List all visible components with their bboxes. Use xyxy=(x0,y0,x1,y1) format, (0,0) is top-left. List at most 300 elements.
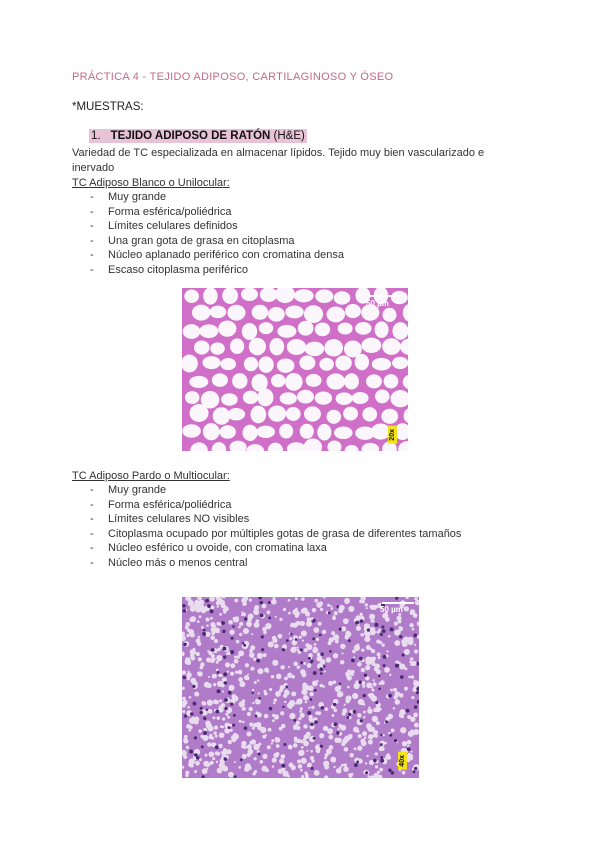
lipid-droplet xyxy=(333,634,339,640)
lipid-droplet xyxy=(195,607,201,613)
cell-nucleus xyxy=(211,648,215,652)
lipid-droplet xyxy=(185,625,189,629)
lipid-droplet xyxy=(188,762,193,767)
lipid-droplet xyxy=(194,717,200,723)
cell-nucleus xyxy=(348,639,351,642)
lipid-droplet xyxy=(267,745,271,749)
lipid-droplet xyxy=(347,686,350,689)
lipid-droplet xyxy=(398,627,403,632)
lipid-droplet xyxy=(195,761,200,766)
lipid-droplet xyxy=(212,716,215,719)
lipid-droplet xyxy=(212,674,217,679)
cell-nucleus xyxy=(381,625,384,628)
cell-nucleus xyxy=(400,675,404,679)
cell-nucleus xyxy=(382,629,386,633)
lipid-droplet xyxy=(308,715,312,719)
lipid-droplet xyxy=(266,670,269,673)
lipid-droplet xyxy=(340,660,344,664)
lipid-droplet xyxy=(324,707,328,711)
lipid-droplet xyxy=(216,655,222,661)
cell-nucleus xyxy=(307,711,311,715)
lipid-droplet xyxy=(317,653,321,657)
lipid-droplet xyxy=(222,717,225,720)
cell-nucleus xyxy=(259,601,263,605)
list-item: - Una gran gota de grasa en citoplasma xyxy=(72,234,344,249)
lipid-droplet xyxy=(213,700,218,705)
lipid-droplet xyxy=(371,687,373,689)
lipid-droplet xyxy=(376,605,379,608)
adipocyte-vacuole xyxy=(203,423,220,440)
lipid-droplet xyxy=(320,684,324,688)
white-adipose-micrograph xyxy=(182,288,408,451)
lipid-droplet xyxy=(394,622,398,626)
brown-adipose-list xyxy=(72,483,461,571)
lipid-droplet xyxy=(293,743,298,748)
lipid-droplet xyxy=(188,729,191,732)
adipocyte-vacuole xyxy=(230,338,244,354)
lipid-droplet xyxy=(244,746,247,749)
lipid-droplet xyxy=(310,756,314,760)
adipocyte-vacuole xyxy=(306,374,322,387)
lipid-droplet xyxy=(399,693,403,697)
white-adipose-list xyxy=(72,190,344,278)
lipid-droplet xyxy=(361,668,365,672)
lipid-droplet xyxy=(244,767,249,772)
cell-nucleus xyxy=(244,617,247,620)
adipocyte-vacuole xyxy=(189,404,208,422)
lipid-droplet xyxy=(214,639,218,643)
lipid-droplet xyxy=(291,691,296,696)
lipid-droplet xyxy=(279,688,283,692)
lipid-droplet xyxy=(407,753,413,759)
lipid-droplet xyxy=(207,742,211,746)
lipid-droplet xyxy=(219,613,222,616)
lipid-droplet xyxy=(404,606,409,611)
lipid-droplet xyxy=(239,720,242,723)
adipocyte-vacuole xyxy=(384,374,399,388)
cell-nucleus xyxy=(232,724,235,727)
lipid-droplet xyxy=(300,707,303,710)
lipid-droplet xyxy=(413,680,415,682)
adipocyte-vacuole xyxy=(344,373,359,389)
adipocyte-vacuole xyxy=(304,406,321,421)
lipid-droplet xyxy=(333,653,338,658)
lipid-droplet xyxy=(198,729,202,733)
lipid-droplet xyxy=(219,732,225,738)
cell-nucleus xyxy=(380,743,383,746)
cell-nucleus xyxy=(194,753,198,757)
cell-nucleus xyxy=(290,633,292,635)
lipid-droplet xyxy=(228,740,233,745)
section-number: 1. xyxy=(91,130,101,142)
lipid-droplet xyxy=(190,649,196,655)
cell-nucleus xyxy=(224,757,227,760)
adipocyte-vacuole xyxy=(372,358,391,371)
lipid-droplet xyxy=(217,631,219,633)
cell-nucleus xyxy=(380,633,383,636)
lipid-droplet xyxy=(371,649,375,653)
lipid-droplet xyxy=(218,674,221,677)
cell-nucleus xyxy=(308,657,311,660)
lipid-droplet xyxy=(227,716,230,719)
adipocyte-vacuole xyxy=(355,354,369,370)
lipid-droplet xyxy=(186,672,191,677)
adipocyte-vacuole xyxy=(249,338,266,355)
lipid-droplet xyxy=(250,667,254,671)
lipid-droplet xyxy=(379,746,384,751)
cell-nucleus xyxy=(207,604,211,608)
lipid-droplet xyxy=(375,765,378,768)
lipid-droplet xyxy=(269,688,272,691)
lipid-droplet xyxy=(351,773,354,776)
lipid-droplet xyxy=(291,767,294,770)
list-item: - Escaso citoplasma periférico xyxy=(72,263,344,278)
lipid-droplet xyxy=(295,702,297,704)
lipid-droplet xyxy=(369,614,375,620)
cell-nucleus xyxy=(293,719,296,722)
cell-nucleus xyxy=(407,747,411,751)
cell-nucleus xyxy=(356,760,359,763)
adipocyte-vacuole xyxy=(286,407,301,421)
lipid-droplet xyxy=(410,612,413,615)
samples-heading: *MUESTRAS: xyxy=(72,101,144,113)
lipid-droplet xyxy=(334,738,339,743)
lipid-droplet xyxy=(413,713,418,718)
lipid-droplet xyxy=(358,699,364,705)
cell-nucleus xyxy=(375,701,378,704)
lipid-droplet xyxy=(404,667,407,670)
cell-nucleus xyxy=(222,647,226,651)
lipid-droplet xyxy=(271,743,273,745)
lipid-droplet xyxy=(201,626,204,629)
lipid-droplet xyxy=(404,649,409,654)
lipid-droplet xyxy=(227,671,229,673)
cell-nucleus xyxy=(378,675,381,678)
lipid-droplet xyxy=(365,659,371,665)
lipid-droplet xyxy=(253,757,256,760)
list-item: - Límites celulares NO visibles xyxy=(72,512,461,527)
lipid-droplet xyxy=(200,666,204,670)
lipid-droplet xyxy=(207,700,213,706)
lipid-droplet xyxy=(274,644,279,649)
lipid-droplet xyxy=(206,768,208,770)
adipocyte-vacuole xyxy=(210,306,227,319)
cell-nucleus xyxy=(339,683,341,685)
lipid-droplet xyxy=(289,637,292,640)
cell-nucleus xyxy=(311,767,314,770)
lipid-droplet xyxy=(298,717,301,720)
lipid-droplet xyxy=(301,597,304,600)
lipid-droplet xyxy=(236,655,240,659)
lipid-droplet xyxy=(367,708,373,714)
lipid-droplet xyxy=(379,768,383,772)
lipid-droplet xyxy=(271,599,277,605)
cell-nucleus xyxy=(320,672,323,675)
cell-nucleus xyxy=(230,703,233,706)
cell-nucleus xyxy=(244,726,248,730)
adipocyte-vacuole xyxy=(222,288,238,304)
cell-nucleus xyxy=(260,614,264,618)
cell-nucleus xyxy=(401,653,404,656)
lipid-droplet xyxy=(272,758,277,763)
lipid-droplet xyxy=(275,737,280,742)
lipid-droplet xyxy=(307,663,312,668)
lipid-droplet xyxy=(371,656,375,660)
lipid-droplet xyxy=(278,634,283,639)
cell-nucleus xyxy=(193,702,197,706)
lipid-droplet xyxy=(190,632,195,637)
adipocyte-vacuole xyxy=(203,288,217,305)
lipid-droplet xyxy=(283,608,286,611)
lipid-droplet xyxy=(258,743,261,746)
lipid-droplet xyxy=(297,665,301,669)
adipocyte-vacuole xyxy=(391,291,408,304)
lipid-droplet xyxy=(409,623,414,628)
lipid-droplet xyxy=(301,630,307,636)
lipid-droplet xyxy=(261,766,267,772)
adipocyte-vacuole xyxy=(279,424,293,439)
brown-adipose-heading: TC Adiposo Pardo o Multiocular: xyxy=(72,470,230,482)
cell-nucleus xyxy=(351,659,355,663)
lipid-droplet xyxy=(408,731,414,737)
lipid-droplet xyxy=(374,667,379,672)
lipid-droplet xyxy=(353,727,359,733)
lipid-droplet xyxy=(230,672,234,676)
adipocyte-vacuole xyxy=(326,373,345,389)
scale-bar-label: 50 µm xyxy=(380,605,403,614)
lipid-droplet xyxy=(292,647,296,651)
lipid-droplet xyxy=(379,682,382,685)
lipid-droplet xyxy=(372,682,376,686)
lipid-droplet xyxy=(229,629,234,634)
cell-nucleus xyxy=(336,605,339,608)
cell-nucleus xyxy=(359,657,363,661)
lipid-droplet xyxy=(353,656,355,658)
lipid-droplet xyxy=(385,742,387,744)
cell-nucleus xyxy=(383,655,387,659)
lipid-droplet xyxy=(194,770,197,773)
lipid-droplet xyxy=(220,725,223,728)
lipid-droplet xyxy=(337,728,339,730)
lipid-droplet xyxy=(198,636,201,639)
lipid-droplet xyxy=(345,699,350,704)
cell-nucleus xyxy=(390,627,394,631)
lipid-droplet xyxy=(206,763,210,767)
lipid-droplet xyxy=(186,634,189,637)
lipid-droplet xyxy=(377,630,380,633)
section-name: TEJIDO ADIPOSO DE RATÓN xyxy=(110,130,271,142)
lipid-droplet xyxy=(249,598,252,601)
adipocyte-vacuole xyxy=(258,356,273,372)
lipid-droplet xyxy=(247,712,251,716)
adipocyte-vacuole xyxy=(294,289,314,302)
lipid-droplet xyxy=(411,675,415,679)
lipid-droplet xyxy=(341,626,346,631)
adipocyte-vacuole xyxy=(392,322,408,340)
adipocyte-vacuole xyxy=(219,425,236,438)
lipid-droplet xyxy=(299,636,302,639)
list-item: - Forma esférica/poliédrica xyxy=(72,205,344,220)
adipocyte-vacuole xyxy=(220,358,236,370)
lipid-droplet xyxy=(299,711,301,713)
cell-nucleus xyxy=(233,714,236,717)
lipid-droplet xyxy=(268,728,272,732)
cell-nucleus xyxy=(261,635,264,638)
lipid-droplet xyxy=(196,652,200,656)
lipid-droplet xyxy=(343,618,349,624)
cell-nucleus xyxy=(282,648,285,651)
lipid-droplet xyxy=(276,744,280,748)
lipid-droplet xyxy=(306,750,308,752)
lipid-droplet xyxy=(412,689,415,692)
adipocyte-vacuole xyxy=(243,391,258,404)
lipid-droplet xyxy=(377,671,380,674)
lipid-droplet xyxy=(408,639,414,645)
adipocyte-vacuole xyxy=(315,391,332,404)
lipid-droplet xyxy=(373,708,377,712)
adipocyte-vacuole xyxy=(375,321,389,338)
cell-nucleus xyxy=(184,715,187,718)
adipocyte-vacuole xyxy=(319,358,334,371)
lipid-droplet xyxy=(187,706,190,709)
cell-nucleus xyxy=(314,720,318,724)
cell-nucleus xyxy=(223,655,226,658)
lipid-droplet xyxy=(411,696,414,699)
cell-nucleus xyxy=(319,667,323,671)
lipid-droplet xyxy=(247,744,252,749)
adipocyte-vacuole xyxy=(199,324,218,338)
lipid-droplet xyxy=(276,752,280,756)
cell-nucleus xyxy=(380,756,383,759)
lipid-droplet xyxy=(414,723,419,728)
cell-nucleus xyxy=(203,633,206,636)
lipid-droplet xyxy=(194,692,199,697)
lipid-droplet xyxy=(272,638,277,643)
cell-nucleus xyxy=(281,764,285,768)
cell-nucleus xyxy=(268,601,271,604)
lipid-droplet xyxy=(200,735,203,738)
lipid-droplet xyxy=(268,641,274,647)
lipid-droplet xyxy=(411,751,413,753)
lipid-droplet xyxy=(297,647,299,649)
lipid-droplet xyxy=(316,602,322,608)
lipid-droplet xyxy=(219,699,222,702)
lipid-droplet xyxy=(410,717,415,722)
adipocyte-vacuole xyxy=(361,338,381,353)
lipid-droplet xyxy=(288,745,293,750)
lipid-droplet xyxy=(330,757,336,763)
intro-paragraph: Variedad de TC especializada en almacenar lípidos. Tejido muy bien vascularizado e inervado xyxy=(72,147,485,174)
lipid-droplet xyxy=(234,761,236,763)
lipid-droplet xyxy=(227,749,232,754)
cell-nucleus xyxy=(313,619,316,622)
cell-nucleus xyxy=(295,638,298,641)
adipocyte-vacuole xyxy=(304,305,323,323)
lipid-droplet xyxy=(368,740,373,745)
lipid-droplet xyxy=(332,714,335,717)
cell-nucleus xyxy=(367,629,370,632)
lipid-droplet xyxy=(197,671,202,676)
lipid-droplet xyxy=(288,666,290,668)
lipid-droplet xyxy=(284,690,289,695)
lipid-droplet xyxy=(229,724,232,727)
lipid-droplet xyxy=(212,757,215,760)
lipid-droplet xyxy=(214,630,217,633)
lipid-droplet xyxy=(225,662,230,667)
adipocyte-vacuole xyxy=(221,393,238,406)
lipid-droplet xyxy=(206,624,209,627)
lipid-droplet xyxy=(216,661,219,664)
lipid-droplet xyxy=(272,660,278,666)
lipid-droplet xyxy=(381,643,384,646)
lipid-droplet xyxy=(345,634,348,637)
cell-nucleus xyxy=(391,771,395,775)
lipid-droplet xyxy=(337,693,341,697)
lipid-droplet xyxy=(414,644,416,646)
cell-nucleus xyxy=(358,681,361,684)
cell-nucleus xyxy=(261,648,264,651)
adipocyte-vacuole xyxy=(315,323,330,337)
cell-nucleus xyxy=(406,709,410,713)
list-item: - Núcleo aplanado periférico con cromatina densa xyxy=(72,248,344,263)
lipid-droplet xyxy=(363,716,365,718)
cell-nucleus xyxy=(205,599,209,603)
lipid-droplet xyxy=(210,617,213,620)
adipocyte-vacuole xyxy=(375,389,390,403)
lipid-droplet xyxy=(221,603,226,608)
cell-nucleus xyxy=(230,650,234,654)
lipid-droplet xyxy=(314,599,318,603)
adipocyte-vacuole xyxy=(317,424,331,441)
lipid-droplet xyxy=(201,608,207,614)
lipid-droplet xyxy=(250,654,254,658)
cell-nucleus xyxy=(416,691,419,694)
lipid-droplet xyxy=(412,628,415,631)
cell-nucleus xyxy=(243,644,246,647)
lipid-droplet xyxy=(222,690,224,692)
adipocyte-vacuole xyxy=(327,410,342,424)
adipocyte-vacuole xyxy=(271,374,286,387)
lipid-droplet xyxy=(239,622,243,626)
lipid-droplet xyxy=(387,755,391,759)
cell-nucleus xyxy=(395,664,399,668)
lipid-droplet xyxy=(208,676,210,678)
section-stain: (H&E) xyxy=(273,130,305,142)
cell-nucleus xyxy=(234,775,237,778)
lipid-droplet xyxy=(365,665,370,670)
lipid-droplet xyxy=(364,636,370,642)
lipid-droplet xyxy=(187,671,189,673)
lipid-droplet xyxy=(361,681,365,685)
lipid-droplet xyxy=(264,714,269,719)
cell-nucleus xyxy=(353,710,357,714)
page-title: PRÁCTICA 4 - TEJIDO ADIPOSO, CARTILAGINOSO Y ÓSEO xyxy=(72,71,394,83)
cell-nucleus xyxy=(329,650,332,653)
cell-nucleus xyxy=(183,676,186,679)
lipid-droplet xyxy=(313,647,317,651)
lipid-droplet xyxy=(257,725,262,730)
lipid-droplet xyxy=(186,746,189,749)
white-adipose-image xyxy=(182,288,408,451)
lipid-droplet xyxy=(252,702,254,704)
cell-nucleus xyxy=(388,768,391,771)
lipid-droplet xyxy=(356,615,361,620)
lipid-droplet xyxy=(207,650,209,652)
lipid-droplet xyxy=(291,703,295,707)
lipid-droplet xyxy=(210,606,214,610)
cell-nucleus xyxy=(228,691,232,695)
lipid-droplet xyxy=(257,692,259,694)
